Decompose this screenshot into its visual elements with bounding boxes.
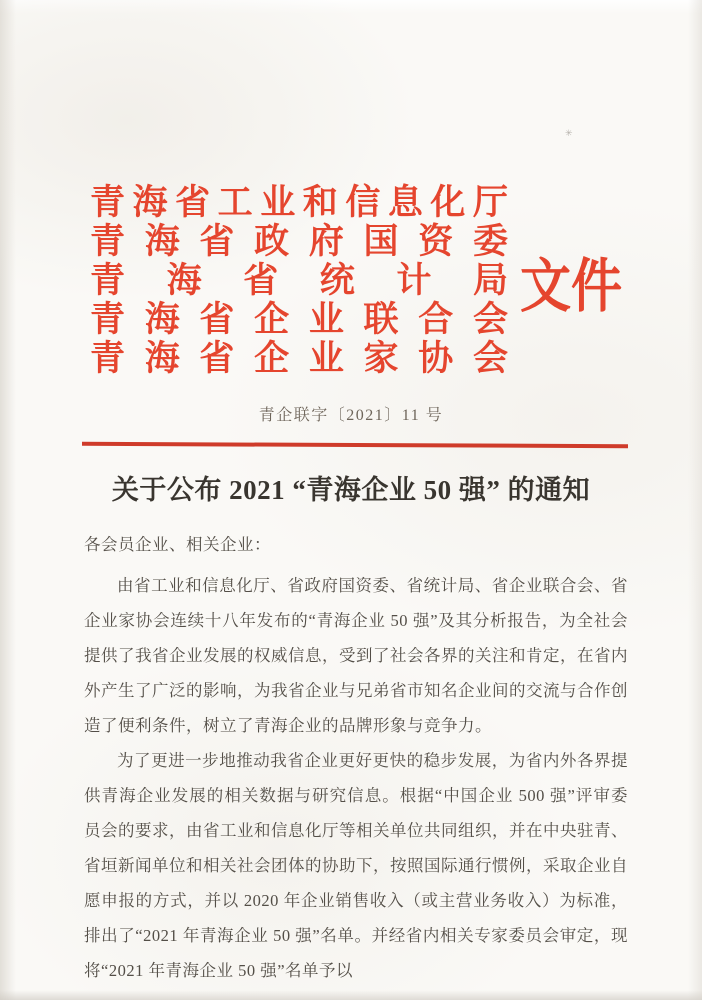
scan-speck-icon: ✳ (565, 129, 573, 139)
org-name-line-2: 青海省政府国资委 (90, 222, 508, 261)
org-name-line-4: 青海省企业联合会 (90, 300, 508, 339)
org-name-line-3: 青海省统计局 (90, 261, 508, 300)
org-name-line-1: 青海省工业和信息化厅 (90, 183, 508, 222)
salutation: 各会员企业、相关企业： (84, 535, 271, 554)
red-divider-line (82, 442, 628, 448)
org-name-line-5: 青海省企业家协会 (90, 339, 508, 378)
issuing-organizations (90, 183, 508, 378)
notice-body (84, 527, 628, 988)
body-paragraph-2: 为了更进一步地推动我省企业更好更快的稳步发展，为省内外各界提供青海企业发展的相关数据与研究信息。根据“中国企业 500 强”评审委员会的要求，由省工业和信息化厅等相关单位共同组织，并在中央驻青、省垣新闻单位和相关社会团体的协助下，按照国际通行惯例，采取企业自愿申报的方式，并以 2020 年企业销售收入（或主营业务收入）为标准，排出了“2021 年青海企业 50 强”名单。并经省内相关专家委员会审定，现将“2021 年青海企业 50 强”名单予以 (84, 751, 628, 980)
notice-title: 关于公布 2021 “青海企业 50 强” 的通知 (111, 475, 591, 505)
document-number: 青企联字〔2021〕11 号 (258, 407, 444, 424)
body-paragraph-1: 由省工业和信息化厅、省政府国资委、省统计局、省企业联合会、省企业家协会连续十八年发布的“青海企业 50 强”及其分析报告，为全社会提供了我省企业发展的权威信息，受到了社会各界的关注和肯定，在省内外产生了广泛的影响，为我省企业与兄弟省市知名企业间的交流与合作创造了便利条件，树立了青海企业的品牌形象与竞争力。 (84, 576, 628, 735)
letterhead (90, 183, 636, 378)
document-label-wenjian: 文件 (520, 253, 623, 319)
